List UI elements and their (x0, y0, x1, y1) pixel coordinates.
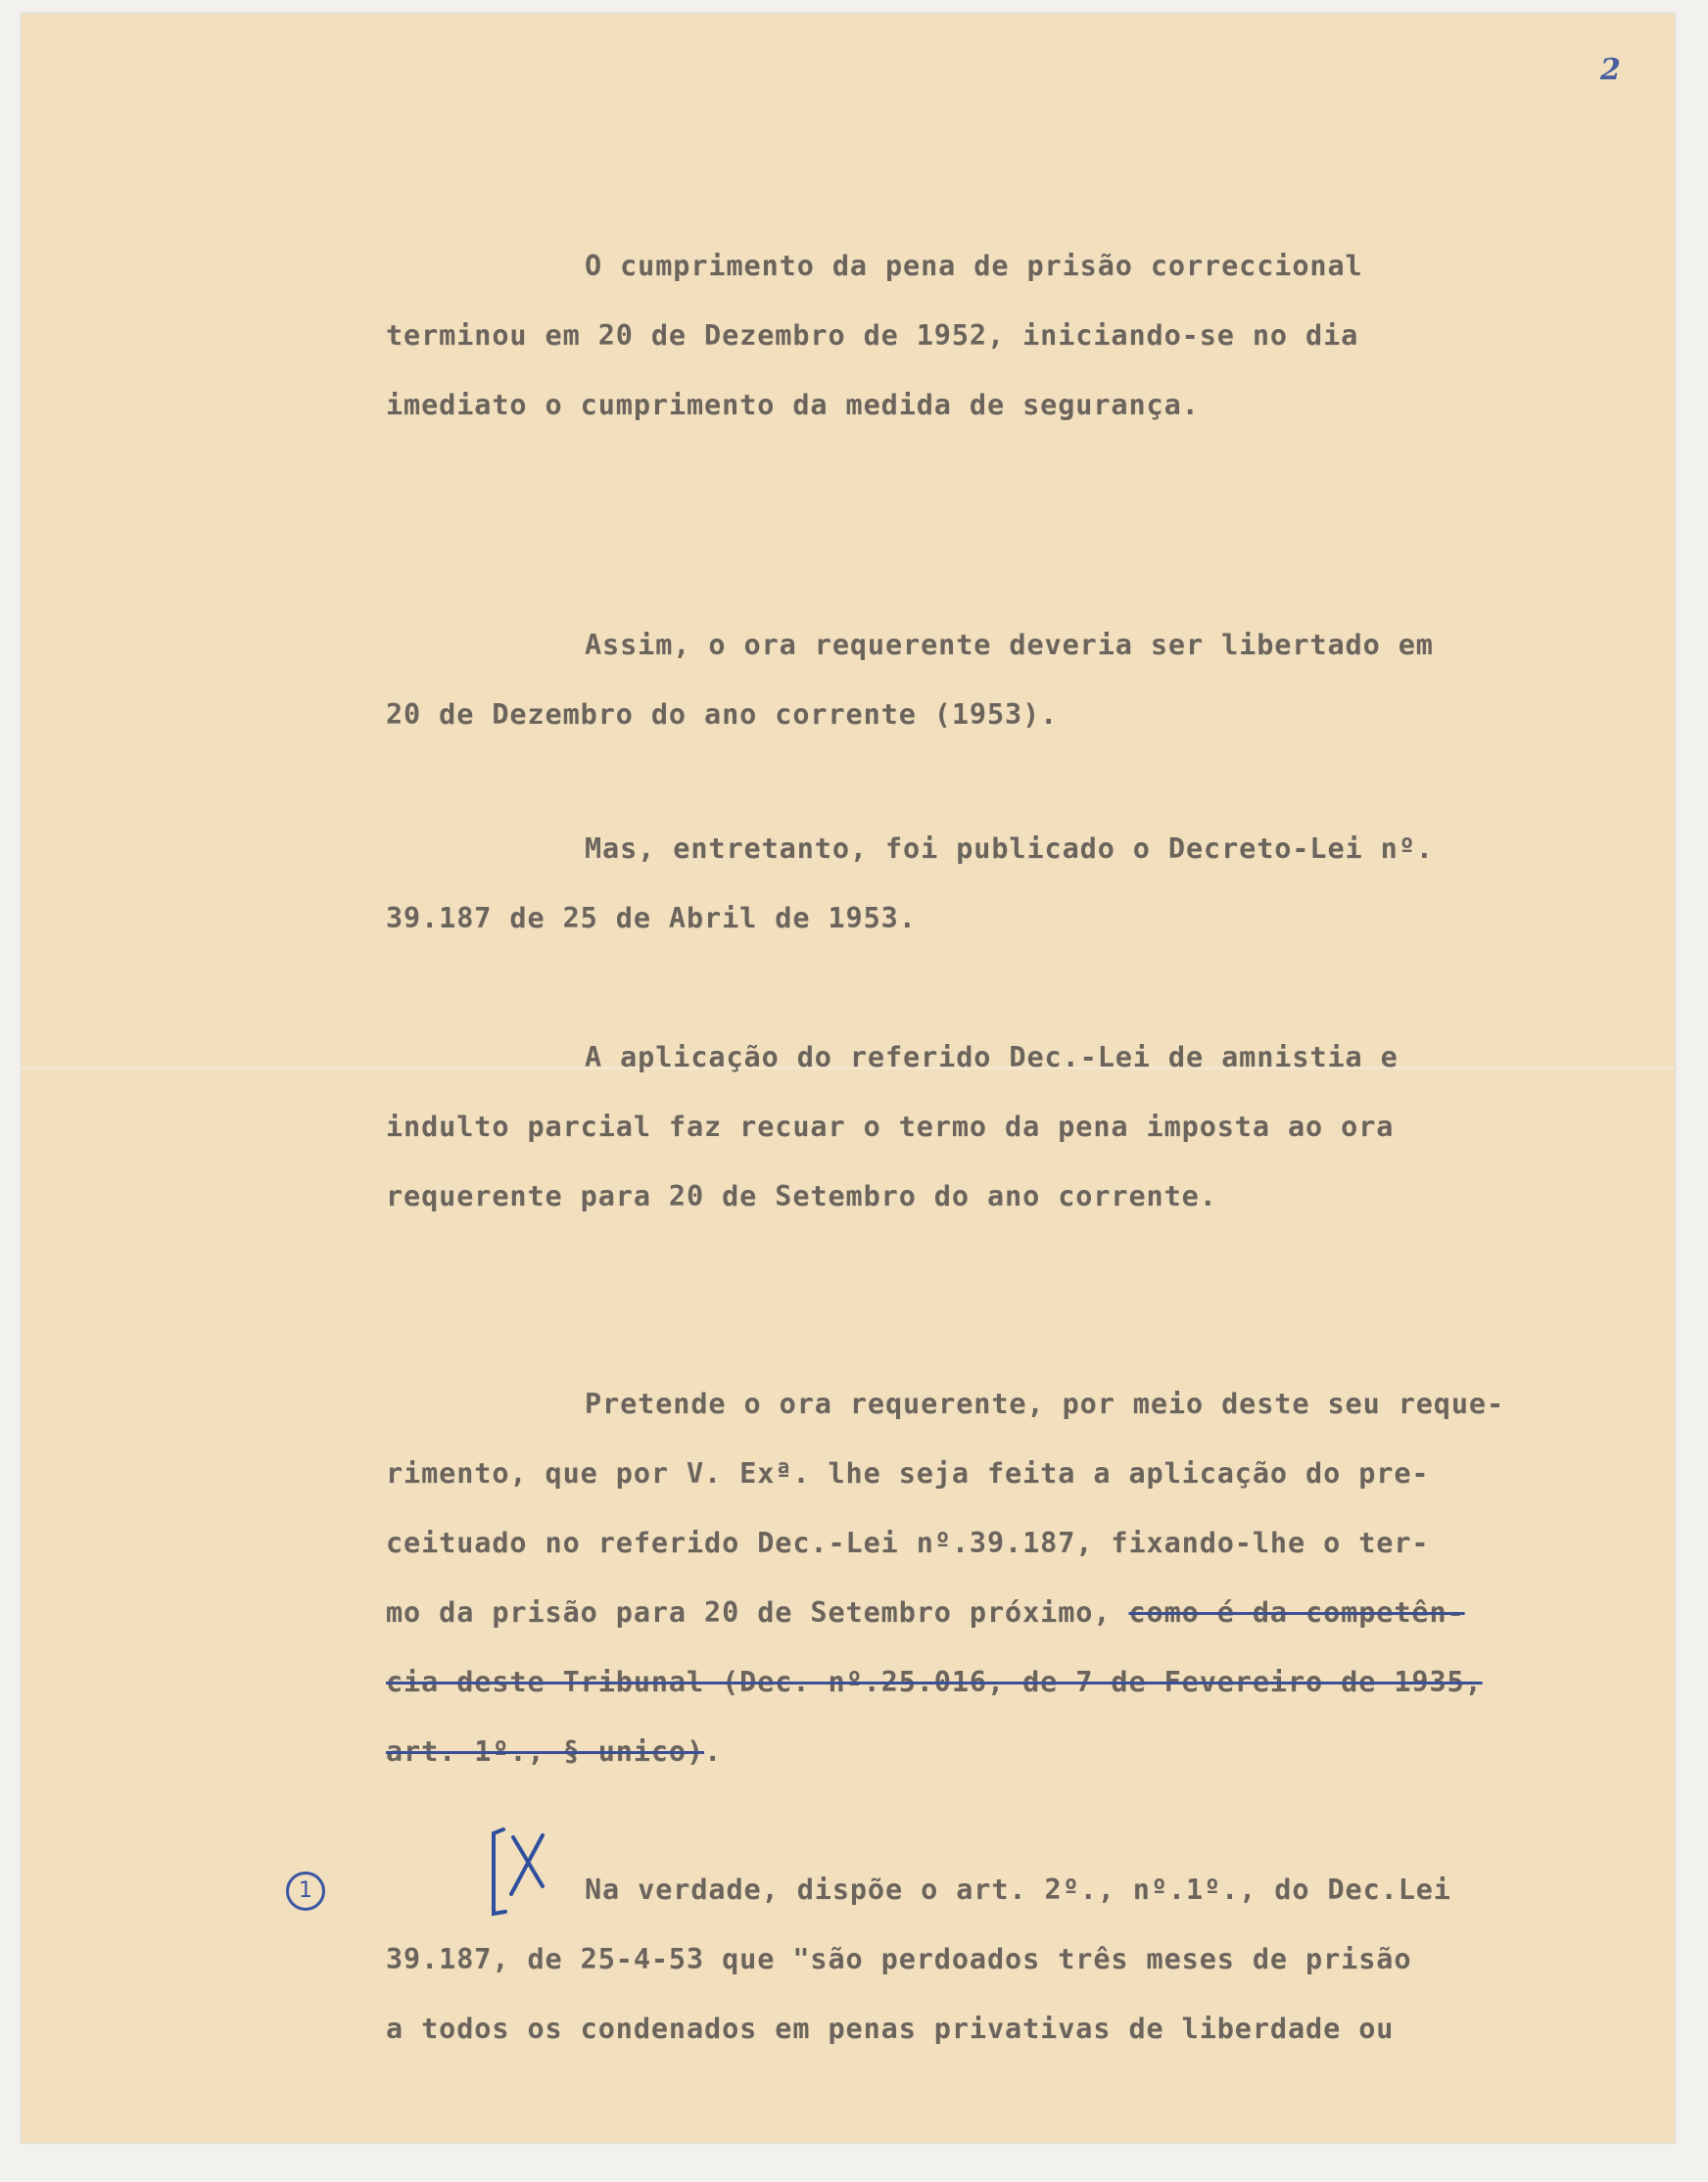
text-segment: . (704, 1735, 723, 1768)
text-line: 39.187 de 25 de Abril de 1953. (386, 902, 917, 934)
struck-text: cia deste Tribunal (Dec. nº.25.016, de 7 de Fevereiro de 1935, (386, 1666, 1483, 1698)
paragraph-2 (386, 610, 1675, 749)
text-line: Na verdade, dispõe o art. 2º., nº.1º., do Dec.Lei (585, 1874, 1451, 1906)
text-line: a todos os condenados em penas privativas de liberdade ou (386, 2013, 1395, 2045)
paragraph-3 (386, 814, 1675, 953)
text-line: 20 de Dezembro do ano corrente (1953). (386, 698, 1059, 731)
text-line: requerente para 20 de Setembro do ano corrente. (386, 1180, 1217, 1212)
paragraph-4 (386, 1022, 1675, 1231)
text-line (386, 1717, 1675, 1786)
text-line: Mas, entretanto, foi publicado o Decreto-Lei nº. (585, 832, 1434, 865)
text-line: indulto parcial faz recuar o termo da pena imposta ao ora (386, 1111, 1395, 1143)
text-line: ceituado no referido Dec.-Lei nº.39.187, fixando-lhe o ter- (386, 1527, 1430, 1559)
text-line: 39.187, de 25-4-53 que "são perdoados três meses de prisão (386, 1943, 1412, 1975)
paragraph-5 (386, 1369, 1675, 1786)
page-number-handwritten: 2 (1600, 53, 1621, 87)
text-line: terminou em 20 de Dezembro de 1952, iniciando-se no dia (386, 319, 1359, 352)
text-line: O cumprimento da pena de prisão correccional (585, 250, 1363, 282)
text-segment: mo da prisão para 20 de Setembro próximo, (386, 1596, 1129, 1629)
text-line (386, 1578, 1675, 1647)
text-line (386, 1647, 1675, 1717)
struck-text: como é da competên- (1128, 1596, 1465, 1629)
paragraph-1 (386, 231, 1675, 440)
text-line: Assim, o ora requerente deveria ser libertado em (585, 629, 1434, 661)
text-line: rimento, que por V. Exª. lhe seja feita a aplicação do pre- (386, 1457, 1430, 1490)
text-line: Pretende o ora requerente, por meio deste seu reque- (585, 1388, 1505, 1420)
document-page (22, 14, 1675, 2143)
text-line: A aplicação do referido Dec.-Lei de amnistia e (585, 1041, 1399, 1073)
margin-circled-number: 1 (286, 1872, 325, 1911)
struck-text: art. 1º., § unico) (386, 1735, 705, 1768)
paragraph-6 (386, 1855, 1675, 2063)
text-line: imediato o cumprimento da medida de segurança. (386, 389, 1200, 421)
